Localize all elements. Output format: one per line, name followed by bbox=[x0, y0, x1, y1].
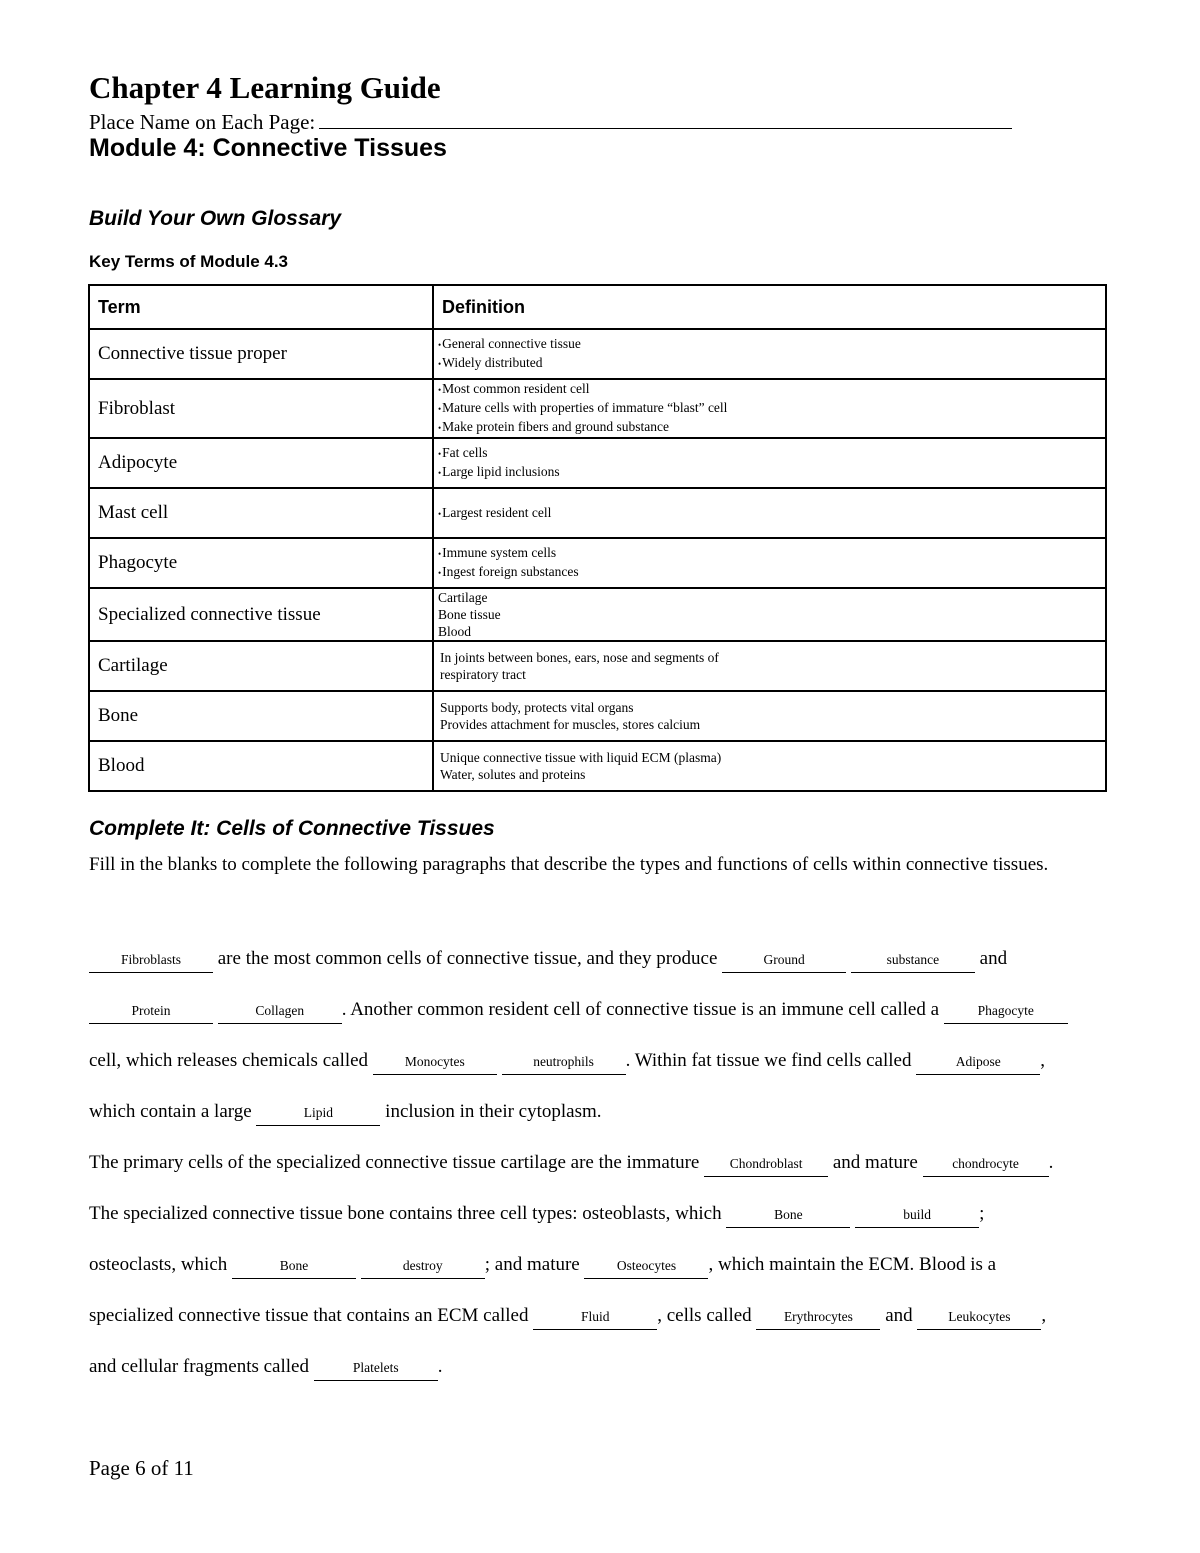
paragraph-line bbox=[89, 1050, 1045, 1075]
name-field-line[interactable] bbox=[319, 108, 1012, 129]
paragraph-text: inclusion in their cytoplasm. bbox=[385, 1101, 602, 1122]
answer-blank[interactable]: destroy bbox=[361, 1258, 485, 1279]
term-column-header: Term bbox=[89, 285, 433, 329]
definition-cell[interactable] bbox=[433, 691, 1106, 741]
answer-blank[interactable]: build bbox=[855, 1207, 979, 1228]
definition-line: • Make protein fibers and ground substance bbox=[438, 418, 1105, 437]
answer-blank[interactable]: Leukocytes bbox=[917, 1309, 1041, 1330]
definition-line: Water, solutes and proteins bbox=[440, 767, 586, 782]
paragraph-text: , which maintain the ECM. Blood is a bbox=[708, 1254, 997, 1275]
term-cell: Specialized connective tissue bbox=[89, 588, 433, 641]
paragraph-text: , bbox=[1041, 1305, 1047, 1326]
instructions: Fill in the blanks to complete the following paragraphs that describe the types and functions of cells within connective tissues. bbox=[89, 854, 1049, 875]
answer-blank[interactable]: Chondroblast bbox=[704, 1156, 828, 1177]
answer-blank[interactable]: Osteocytes bbox=[584, 1258, 708, 1279]
table-row bbox=[89, 641, 1106, 691]
term-cell: Phagocyte bbox=[89, 538, 433, 588]
table-row bbox=[89, 329, 1106, 379]
answer-blank[interactable]: Protein bbox=[89, 1003, 213, 1024]
definition-cell[interactable] bbox=[433, 329, 1106, 379]
answer-blank[interactable]: Collagen bbox=[218, 1003, 342, 1024]
definition-line: Unique connective tissue with liquid ECM (plasma) bbox=[440, 750, 722, 765]
definition-cell[interactable] bbox=[433, 588, 1106, 641]
term-cell: Blood bbox=[89, 741, 433, 791]
glossary-heading: Build Your Own Glossary bbox=[89, 207, 342, 230]
definition-line: • Large lipid inclusions bbox=[438, 463, 1105, 482]
definition-line: • Largest resident cell bbox=[438, 504, 1105, 523]
definition-line: • Immune system cells bbox=[438, 544, 1105, 563]
paragraph-text: . bbox=[437, 1356, 443, 1377]
term-cell: Cartilage bbox=[89, 641, 433, 691]
paragraph-line bbox=[89, 1305, 1046, 1330]
paragraph-line bbox=[89, 1101, 602, 1126]
answer-blank[interactable]: Bone bbox=[726, 1207, 850, 1228]
paragraph-line bbox=[89, 948, 1007, 973]
glossary-table bbox=[88, 284, 1107, 792]
answer-blank[interactable]: neutrophils bbox=[502, 1054, 626, 1075]
answer-blank[interactable]: Bone bbox=[232, 1258, 356, 1279]
module-title: Module 4: Connective Tissues bbox=[89, 134, 447, 162]
definition-line: • Most common resident cell bbox=[438, 380, 1105, 399]
term-cell: Mast cell bbox=[89, 488, 433, 538]
paragraph-text: The primary cells of the specialized connective tissue cartilage are the immature bbox=[89, 1152, 700, 1173]
table-row bbox=[89, 438, 1106, 488]
definition-cell[interactable] bbox=[433, 741, 1106, 791]
table-row bbox=[89, 741, 1106, 791]
answer-blank[interactable]: Adipose bbox=[916, 1054, 1040, 1075]
name-label: Place Name on Each Page: bbox=[89, 110, 316, 134]
paragraph-line bbox=[89, 1152, 1053, 1177]
answer-blank[interactable]: substance bbox=[851, 952, 975, 973]
paragraph-text: and mature bbox=[832, 1152, 918, 1173]
paragraph-line bbox=[89, 1254, 996, 1279]
paragraph-text: are the most common cells of connective tissue, and they produce bbox=[217, 948, 718, 969]
term-cell: Fibroblast bbox=[89, 379, 433, 438]
paragraph-text: which contain a large bbox=[89, 1101, 252, 1122]
definition-cell[interactable] bbox=[433, 488, 1106, 538]
paragraph-line bbox=[89, 999, 1068, 1024]
definition-cell[interactable] bbox=[433, 641, 1106, 691]
paragraph-text: . Another common resident cell of connective tissue is an immune cell called a bbox=[341, 999, 940, 1020]
definition-line: • Ingest foreign substances bbox=[438, 563, 1105, 582]
complete-it-heading: Complete It: Cells of Connective Tissues bbox=[89, 817, 495, 840]
paragraph-line bbox=[89, 1203, 984, 1228]
definition-cell[interactable] bbox=[433, 379, 1106, 438]
table-header-row bbox=[89, 285, 1106, 329]
definition-line: Cartilage bbox=[438, 590, 488, 605]
table-row bbox=[89, 538, 1106, 588]
definition-line: • General connective tissue bbox=[438, 335, 1105, 354]
definition-line: Supports body, protects vital organs bbox=[440, 700, 634, 715]
term-cell: Adipocyte bbox=[89, 438, 433, 488]
table-row bbox=[89, 588, 1106, 641]
paragraph-text: osteoclasts, which bbox=[89, 1254, 228, 1275]
answer-blank[interactable]: chondrocyte bbox=[923, 1156, 1049, 1177]
answer-blank[interactable]: Ground bbox=[722, 952, 846, 973]
paragraph-text: specialized connective tissue that contains an ECM called bbox=[89, 1305, 529, 1326]
definition-column-header: Definition bbox=[433, 285, 1106, 329]
definition-line: • Widely distributed bbox=[438, 354, 1105, 373]
definition-line: Bone tissue bbox=[438, 607, 501, 622]
paragraph-text: and cellular fragments called bbox=[89, 1356, 309, 1377]
paragraph-text: , cells called bbox=[657, 1305, 752, 1326]
paragraph-text: . bbox=[1048, 1152, 1054, 1173]
paragraph-text: ; bbox=[979, 1203, 985, 1224]
paragraph-text: The specialized connective tissue bone contains three cell types: osteoblasts, which bbox=[89, 1203, 722, 1224]
definition-line: In joints between bones, ears, nose and segments of bbox=[440, 650, 719, 665]
table-row bbox=[89, 691, 1106, 741]
paragraph-text: cell, which releases chemicals called bbox=[89, 1050, 369, 1071]
page-number: Page 6 of 11 bbox=[89, 1456, 194, 1480]
definition-line: • Mature cells with properties of immature “blast” cell bbox=[438, 399, 1105, 418]
paragraph-text: , bbox=[1040, 1050, 1045, 1071]
definition-line: • Fat cells bbox=[438, 444, 1105, 463]
paragraph-text: ; and mature bbox=[484, 1254, 580, 1275]
answer-blank[interactable]: Monocytes bbox=[373, 1054, 497, 1075]
answer-blank[interactable]: Fluid bbox=[533, 1309, 657, 1330]
name-row bbox=[89, 108, 1012, 135]
term-cell: Connective tissue proper bbox=[89, 329, 433, 379]
definition-cell[interactable] bbox=[433, 438, 1106, 488]
answer-blank[interactable]: Platelets bbox=[314, 1360, 438, 1381]
table-row bbox=[89, 488, 1106, 538]
paragraph-text: . Within fat tissue we find cells called bbox=[625, 1050, 912, 1071]
term-cell: Bone bbox=[89, 691, 433, 741]
paragraph-text: and bbox=[885, 1305, 913, 1326]
key-terms-heading: Key Terms of Module 4.3 bbox=[89, 252, 289, 271]
definition-cell[interactable] bbox=[433, 538, 1106, 588]
paragraph-line bbox=[89, 1356, 442, 1381]
answer-blank[interactable]: Lipid bbox=[256, 1105, 380, 1126]
answer-blank[interactable]: Fibroblasts bbox=[89, 952, 213, 973]
definition-line: Blood bbox=[438, 624, 472, 639]
paragraph-text: and bbox=[979, 948, 1008, 969]
answer-blank[interactable]: Phagocyte bbox=[944, 1003, 1068, 1024]
table-row bbox=[89, 379, 1106, 438]
definition-line: respiratory tract bbox=[440, 667, 526, 682]
definition-line: Provides attachment for muscles, stores calcium bbox=[440, 717, 701, 732]
page-title: Chapter 4 Learning Guide bbox=[89, 70, 441, 105]
answer-blank[interactable]: Erythrocytes bbox=[756, 1309, 880, 1330]
